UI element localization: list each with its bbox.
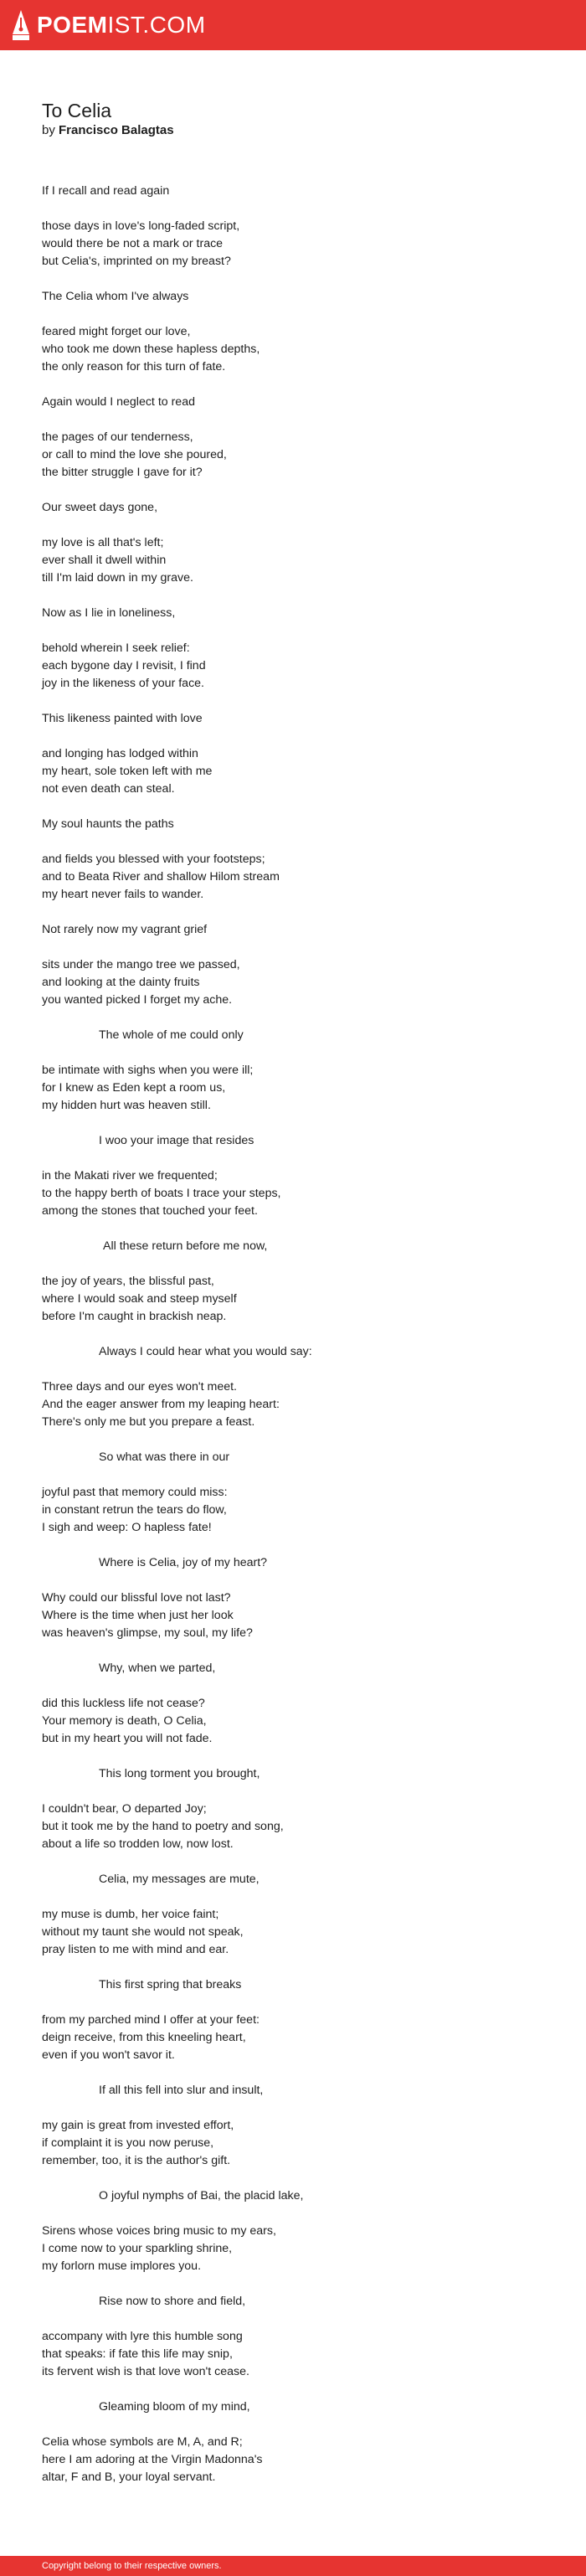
poem-line: not even death can steal. xyxy=(42,782,175,796)
stanza xyxy=(42,183,561,218)
poem-line: my love is all that's left; xyxy=(42,536,164,549)
stanza xyxy=(42,534,561,605)
stanza xyxy=(42,1238,561,1273)
poem-line: without my taunt she would not speak, xyxy=(42,1925,244,1939)
stanza xyxy=(42,288,561,323)
poem-line: Celia whose symbols are M, A, and R; xyxy=(42,2435,243,2449)
poem-line: There's only me but you prepare a feast. xyxy=(42,1415,255,1429)
poem-line: those days in love's long-faded script, xyxy=(42,219,240,233)
poem-line: my forlorn muse implores you. xyxy=(42,2259,202,2273)
poem-line: behold wherein I seek relief: xyxy=(42,641,190,655)
poem-line: for I knew as Eden kept a room us, xyxy=(42,1081,226,1095)
logo-text-bold: POEM xyxy=(37,12,108,38)
poem-line: and fields you blessed with your footsteps; xyxy=(42,853,265,866)
stanza xyxy=(42,2398,561,2434)
poem-line: my muse is dumb, her voice faint; xyxy=(42,1908,219,1921)
poem-line: but it took me by the hand to poetry and song, xyxy=(42,1820,284,1833)
stanza xyxy=(42,1167,561,1238)
poem-line: from my parched mind I offer at your feet: xyxy=(42,2013,260,2027)
poem-line: its fervent wish is that love won't cease. xyxy=(42,2365,249,2378)
poem-line: This likeness painted with love xyxy=(42,712,203,725)
poem-line: was heaven's glimpse, my soul, my life? xyxy=(42,1626,253,1640)
poem-line: Not rarely now my vagrant grief xyxy=(42,923,208,936)
poem-line: Now as I lie in loneliness, xyxy=(42,606,176,620)
poem-line: If all this fell into slur and insult, xyxy=(99,2084,264,2097)
stanza xyxy=(42,2012,561,2082)
stanza xyxy=(42,2187,561,2223)
poem-line: joyful past that memory could miss: xyxy=(42,1486,228,1499)
stanza xyxy=(42,605,561,640)
poem-line: my heart, sole token left with me xyxy=(42,765,213,778)
stanza xyxy=(42,1695,561,1765)
stanza xyxy=(42,499,561,534)
poem-line: joy in the likeness of your face. xyxy=(42,677,204,690)
poem-line: and to Beata River and shallow Hilom stream xyxy=(42,870,280,884)
site-footer xyxy=(0,2556,586,2576)
stanza xyxy=(42,1976,561,2012)
stanza xyxy=(42,2434,561,2486)
poem-line: you wanted picked I forget my ache. xyxy=(42,993,233,1007)
poem-line: I couldn't bear, O departed Joy; xyxy=(42,1802,207,1816)
poem-line: sits under the mango tree we passed, xyxy=(42,958,240,971)
poem-line: The whole of me could only xyxy=(99,1028,244,1042)
stanza xyxy=(42,1343,561,1378)
stanza xyxy=(42,1378,561,1449)
poem-line: to the happy berth of boats I trace your steps, xyxy=(42,1187,281,1200)
stanza xyxy=(42,1801,561,1871)
stanza xyxy=(42,323,561,394)
stanza xyxy=(42,1765,561,1801)
poem-line: that speaks: if fate this life may snip, xyxy=(42,2347,233,2361)
poem-line: If I recall and read again xyxy=(42,184,170,198)
poem-line: the bitter struggle I gave for it? xyxy=(42,466,203,479)
poem-line: but Celia's, imprinted on my breast? xyxy=(42,255,231,268)
poem-line: All these return before me now, xyxy=(103,1239,268,1253)
poem-line: the joy of years, the blissful past, xyxy=(42,1275,214,1288)
stanza xyxy=(42,218,561,288)
poem-line: accompany with lyre this humble song xyxy=(42,2330,243,2343)
poem-line: Gleaming bloom of my mind, xyxy=(99,2400,250,2414)
poem-line: Always I could hear what you would say: xyxy=(99,1345,312,1358)
stanza xyxy=(42,745,561,816)
stanza xyxy=(42,2117,561,2187)
poem-line: and longing has lodged within xyxy=(42,747,198,760)
stanza xyxy=(42,956,561,1027)
poem-line: My soul haunts the paths xyxy=(42,817,174,831)
poem-line: be intimate with sighs when you were ill; xyxy=(42,1064,254,1077)
stanza xyxy=(42,1449,561,1484)
pen-nib-icon xyxy=(12,9,30,41)
site-header xyxy=(0,0,586,50)
poem-line: where I would soak and steep myself xyxy=(42,1292,237,1306)
poem-line: but in my heart you will not fade. xyxy=(42,1732,213,1745)
poem-line: Our sweet days gone, xyxy=(42,501,158,514)
poem-line: Where is Celia, joy of my heart? xyxy=(99,1556,268,1569)
poem-line: I sigh and weep: O hapless fate! xyxy=(42,1521,212,1534)
stanza xyxy=(42,1273,561,1343)
poem-line: Rise now to shore and field, xyxy=(99,2295,246,2308)
poem-line: altar, F and B, your loyal servant. xyxy=(42,2470,216,2484)
poem-byline xyxy=(42,122,174,139)
poem-line: Sirens whose voices bring music to my ears, xyxy=(42,2224,276,2238)
stanza xyxy=(42,2328,561,2398)
stanza xyxy=(42,710,561,745)
stanza xyxy=(42,2082,561,2117)
poem-line: and looking at the dainty fruits xyxy=(42,976,200,989)
poem-line: feared might forget our love, xyxy=(42,325,191,338)
poem-line: This first spring that breaks xyxy=(99,1978,242,1991)
poem-line: Three days and our eyes won't meet. xyxy=(42,1380,237,1394)
poem-line: Your memory is death, O Celia, xyxy=(42,1714,207,1728)
poem-line: did this luckless life not cease? xyxy=(42,1697,205,1710)
stanza xyxy=(42,1027,561,1062)
poem-author[interactable]: Francisco Balagtas xyxy=(59,123,174,137)
stanza xyxy=(42,2223,561,2293)
stanza xyxy=(42,1660,561,1695)
poem-line: in constant retrun the tears do flow, xyxy=(42,1503,227,1517)
poem-line: here I am adoring at the Virgin Madonna's xyxy=(42,2453,263,2466)
poem-line: I come now to your sparkling shrine, xyxy=(42,2242,233,2255)
poem-line: Again would I neglect to read xyxy=(42,395,195,409)
poem-line: the only reason for this turn of fate. xyxy=(42,360,226,374)
stanza xyxy=(42,394,561,429)
stanza xyxy=(42,1589,561,1660)
stanza xyxy=(42,1484,561,1554)
poem-line: my heart never fails to wander. xyxy=(42,888,204,901)
poem-line: The Celia whom I've always xyxy=(42,290,189,303)
poem-line: And the eager answer from my leaping heart: xyxy=(42,1398,280,1411)
poem-line: each bygone day I revisit, I find xyxy=(42,659,206,672)
logo-text-light: IST.COM xyxy=(107,12,206,38)
poem-line: Celia, my messages are mute, xyxy=(99,1873,260,1886)
poem-title: To Celia xyxy=(42,100,112,121)
poem-body xyxy=(42,183,561,2486)
site-logo[interactable] xyxy=(12,8,206,42)
stanza xyxy=(42,2293,561,2328)
site-logo-text xyxy=(37,8,206,42)
stanza xyxy=(42,1062,561,1132)
stanza xyxy=(42,816,561,851)
poem-line: my hidden hurt was heaven still. xyxy=(42,1099,211,1112)
poem-line: in the Makati river we frequented; xyxy=(42,1169,218,1182)
poem-line: This long torment you brought, xyxy=(99,1767,260,1780)
stanza xyxy=(42,1871,561,1906)
poem-line: So what was there in our xyxy=(99,1450,230,1464)
stanza xyxy=(42,921,561,956)
poem-line: Why could our blissful love not last? xyxy=(42,1591,231,1605)
stanza xyxy=(42,851,561,921)
poem-line: if complaint it is you now peruse, xyxy=(42,2136,214,2150)
byline-prefix: by xyxy=(42,123,55,137)
footer-copyright: Copyright belong to their respective owners. xyxy=(42,2561,222,2571)
poem-line: even if you won't savor it. xyxy=(42,2048,175,2062)
poem-line: O joyful nymphs of Bai, the placid lake, xyxy=(99,2189,304,2202)
stanza xyxy=(42,1906,561,1976)
poem-line: my gain is great from invested effort, xyxy=(42,2119,234,2132)
poem-line: who took me down these hapless depths, xyxy=(42,343,260,356)
stanza xyxy=(42,640,561,710)
poem-line: before I'm caught in brackish neap. xyxy=(42,1310,227,1323)
stanza xyxy=(42,1554,561,1589)
poem-line: Where is the time when just her look xyxy=(42,1609,234,1622)
poem-line: among the stones that touched your feet. xyxy=(42,1204,258,1218)
poem-line: about a life so trodden low, now lost. xyxy=(42,1837,234,1851)
poem-line: ever shall it dwell within xyxy=(42,554,167,567)
poem-line: the pages of our tenderness, xyxy=(42,430,193,444)
poem-line: remember, too, it is the author's gift. xyxy=(42,2154,231,2167)
poem-line: deign receive, from this kneeling heart, xyxy=(42,2031,246,2044)
stanza xyxy=(42,429,561,499)
poem-line: till I'm laid down in my grave. xyxy=(42,571,193,585)
poem-line: would there be not a mark or trace xyxy=(42,237,224,250)
poem-line: Why, when we parted, xyxy=(99,1662,216,1675)
poem-line: I woo your image that resides xyxy=(99,1134,254,1147)
poem-line: pray listen to me with mind and ear. xyxy=(42,1943,229,1956)
stanza xyxy=(42,1132,561,1167)
poem-line: or call to mind the love she poured, xyxy=(42,448,227,461)
